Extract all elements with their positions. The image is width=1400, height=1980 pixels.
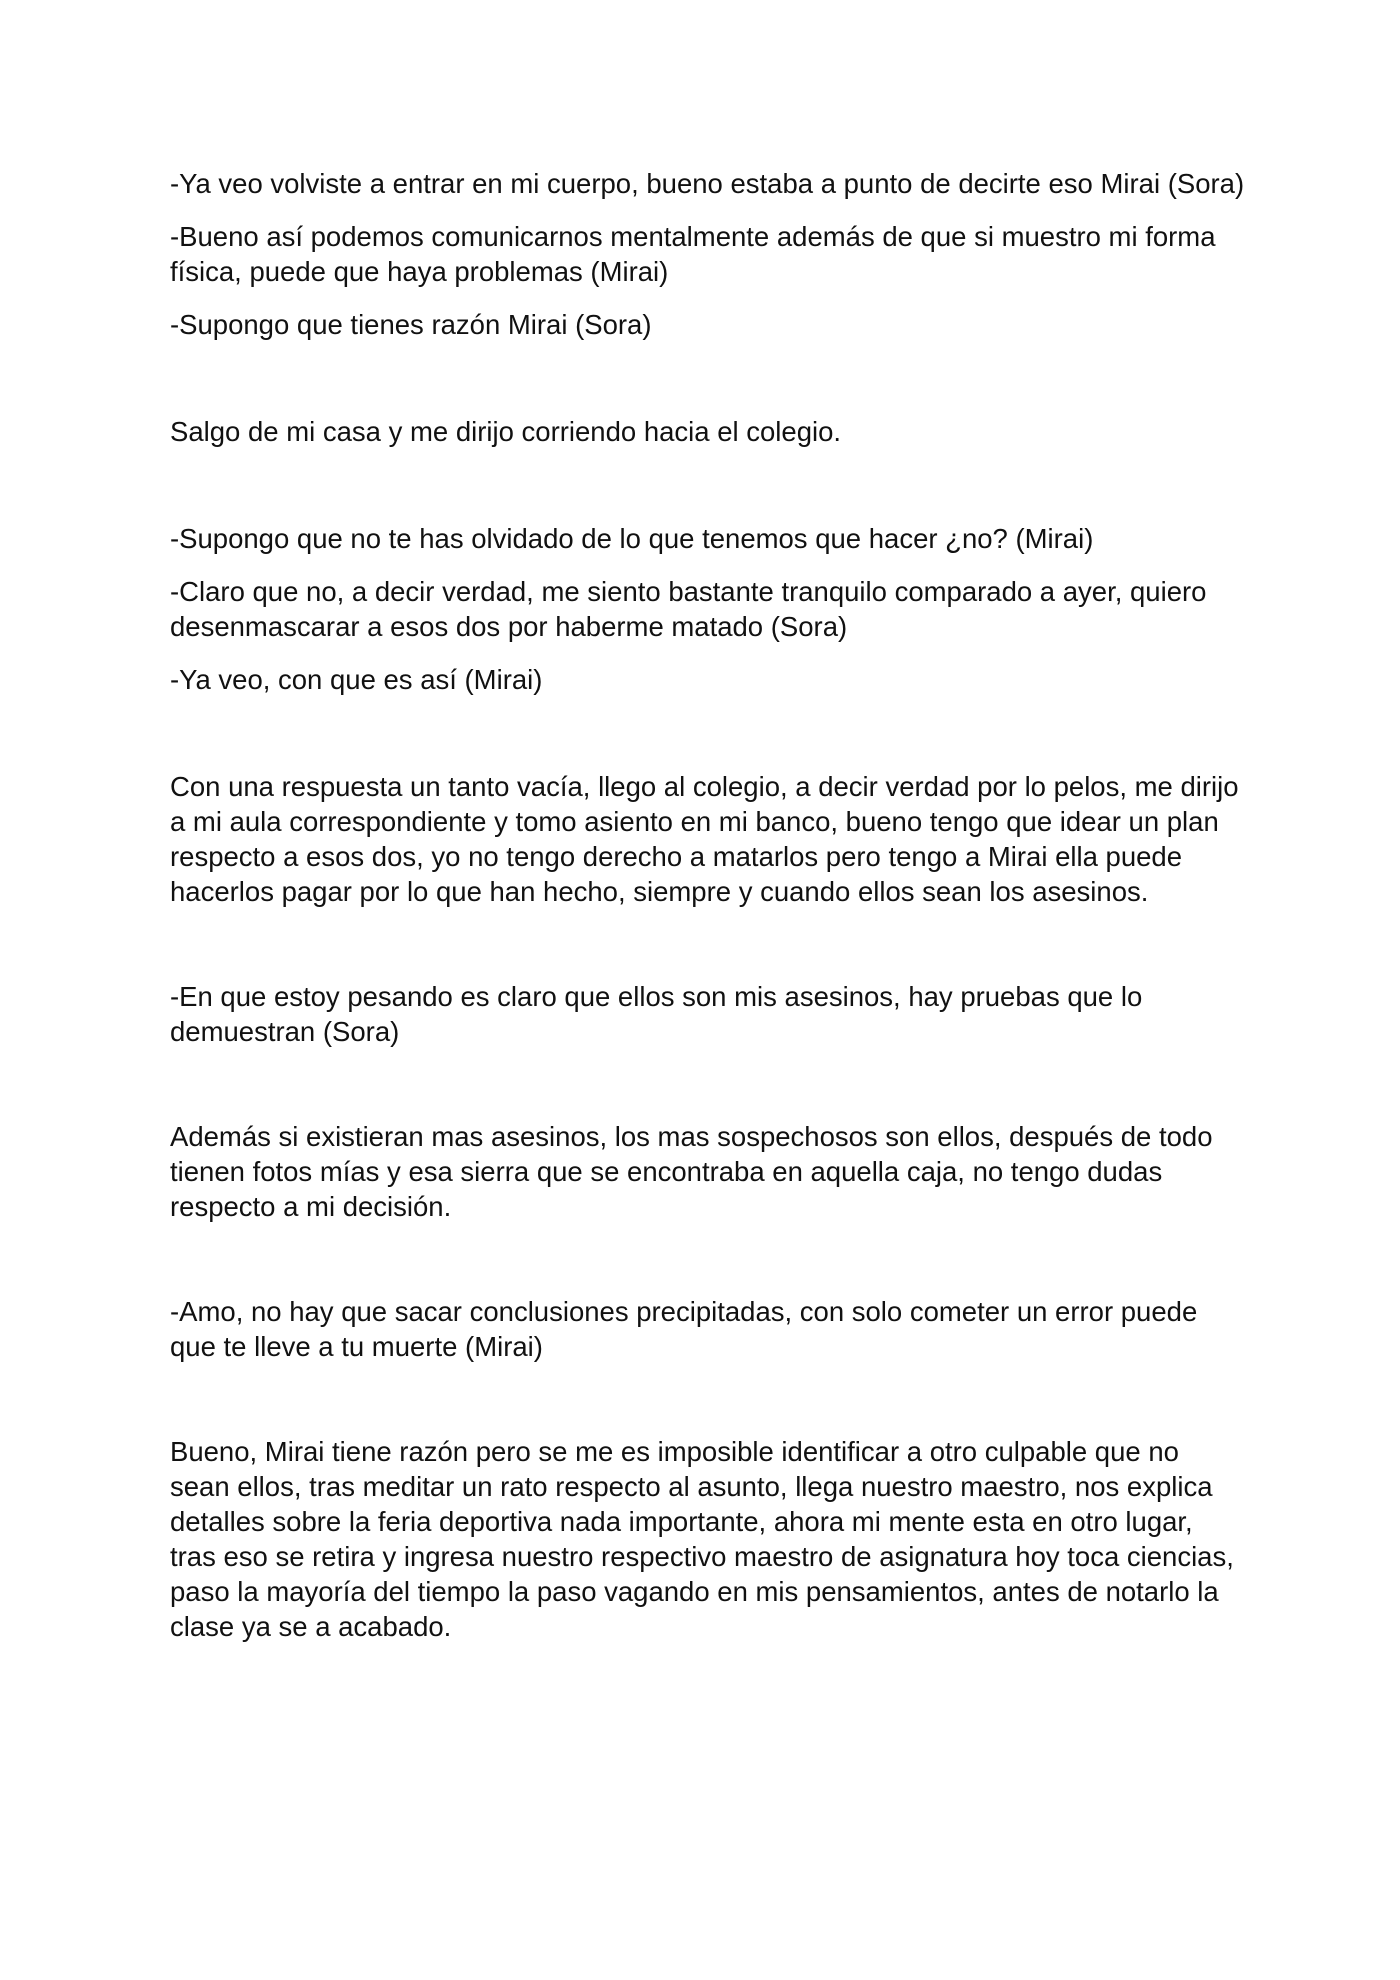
dialogue-paragraph: -Claro que no, a decir verdad, me siento bastante tranquilo comparado a ayer, quiero desenmascarar a esos dos por haberme matado (Sora) xyxy=(170,576,1207,642)
dialogue-paragraph: -En que estoy pesando es claro que ellos son mis asesinos, hay pruebas que lo demuestran (Sora) xyxy=(170,981,1143,1047)
dialogue-paragraph: -Bueno así podemos comunicarnos mentalmente además de que si muestro mi forma física, puede que haya problemas (Mirai) xyxy=(170,221,1216,287)
dialogue-paragraph: -Ya veo volviste a entrar en mi cuerpo, bueno estaba a punto de decirte eso Mirai (Sora) xyxy=(170,168,1245,199)
narration-paragraph: Bueno, Mirai tiene razón pero se me es imposible identificar a otro culpable que no sean ellos, tras meditar un rato respecto al asunto, llega nuestro maestro, nos explica detalles sobre la feria deportiva nada importante, ahora mi mente esta en otro lugar, tras eso se retira y ingresa nuestro respectivo maestro de asignatura hoy toca ciencias, paso la mayoría del tiempo la paso vagando en mis pensamientos, antes de notarlo la clase ya se a acabado. xyxy=(170,1436,1234,1642)
dialogue-paragraph: -Supongo que tienes razón Mirai (Sora) xyxy=(170,309,652,340)
narration-paragraph: Salgo de mi casa y me dirijo corriendo hacia el colegio. xyxy=(170,416,842,447)
dialogue-paragraph: -Supongo que no te has olvidado de lo que tenemos que hacer ¿no? (Mirai) xyxy=(170,523,1094,554)
dialogue-paragraph: -Amo, no hay que sacar conclusiones precipitadas, con solo cometer un error puede que te lleve a tu muerte (Mirai) xyxy=(170,1296,1198,1362)
narration-paragraph: Con una respuesta un tanto vacía, llego al colegio, a decir verdad por lo pelos, me dirijo a mi aula correspondiente y tomo asiento en mi banco, bueno tengo que idear un plan respecto a esos dos, yo no tengo derecho a matarlos pero tengo a Mirai ella puede hacerlos pagar por lo que han hecho, siempre y cuando ellos sean los asesinos. xyxy=(170,771,1239,907)
document-body xyxy=(170,166,1245,1644)
dialogue-paragraph: -Ya veo, con que es así (Mirai) xyxy=(170,664,543,695)
narration-paragraph: Además si existieran mas asesinos, los mas sospechosos son ellos, después de todo tienen fotos mías y esa sierra que se encontraba en aquella caja, no tengo dudas respecto a mi decisión. xyxy=(170,1121,1213,1222)
